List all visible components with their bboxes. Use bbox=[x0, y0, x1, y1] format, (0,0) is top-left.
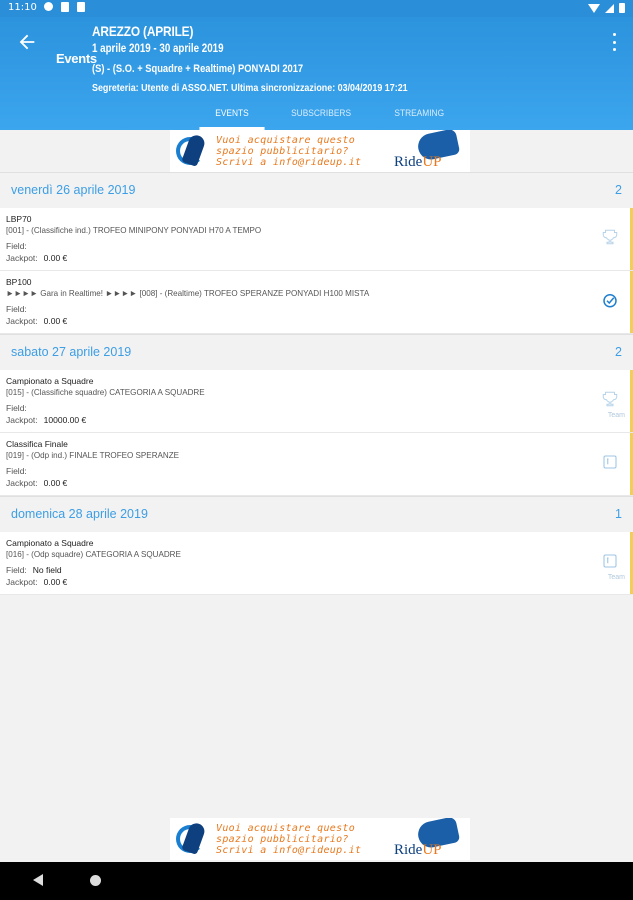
day-count: 1 bbox=[615, 507, 622, 521]
event-row[interactable] bbox=[0, 208, 633, 271]
system-nav-bar bbox=[0, 862, 633, 900]
event-name: [016] - (Odp squadre) CATEGORIA A SQUADRE bbox=[6, 549, 181, 559]
day-label: domenica 28 aprile 2019 bbox=[11, 507, 148, 521]
notification-icons bbox=[44, 2, 85, 12]
tab-subscribers[interactable]: SUBSCRIBERS bbox=[291, 108, 352, 119]
event-field: Field: bbox=[6, 466, 27, 476]
event-row[interactable] bbox=[0, 370, 633, 433]
ad-text bbox=[212, 135, 390, 168]
brand-part-a: Ride bbox=[394, 842, 423, 858]
tab-bar bbox=[195, 105, 466, 130]
event-row[interactable] bbox=[0, 271, 633, 334]
nav-home-icon[interactable] bbox=[90, 875, 101, 886]
ad-line-2: spazio pubblicitario? bbox=[216, 833, 349, 845]
rideup-logo-icon bbox=[172, 819, 212, 859]
event-name: ►►►► Gara in Realtime! ►►►► [008] - (Realtime) TROFEO SPERANZE PONYADI H100 MISTA bbox=[6, 288, 370, 298]
event-code: Campionato a Squadre bbox=[6, 538, 94, 548]
event-jackpot: Jackpot: 10000.00 € bbox=[6, 415, 87, 425]
trophy-icon[interactable] bbox=[601, 228, 619, 246]
event-title: AREZZO (APRILE) bbox=[92, 23, 194, 39]
ad-line-3: Scrivi a info@rideup.it bbox=[216, 156, 362, 168]
event-field: Field: bbox=[6, 403, 27, 413]
list-icon[interactable] bbox=[601, 552, 619, 570]
ad-line-1: Vuoi acquistare questo bbox=[216, 822, 356, 834]
shield-icon bbox=[61, 2, 69, 12]
day-label: sabato 27 aprile 2019 bbox=[11, 345, 132, 359]
event-jackpot: Jackpot: 0.00 € bbox=[6, 253, 68, 263]
event-jackpot: Jackpot: 0.00 € bbox=[6, 316, 68, 326]
events-list bbox=[0, 172, 633, 595]
ad-line-3: Scrivi a info@rideup.it bbox=[216, 844, 362, 856]
brand-part-b: UP bbox=[422, 154, 442, 170]
day-header bbox=[0, 496, 633, 532]
ad-banner-bottom[interactable] bbox=[170, 818, 470, 860]
team-label: Team bbox=[607, 574, 625, 581]
status-bar bbox=[0, 0, 633, 17]
event-jackpot: Jackpot: 0.00 € bbox=[6, 478, 68, 488]
event-code: Classifica Finale bbox=[6, 439, 68, 449]
event-dates: 1 aprile 2019 - 30 aprile 2019 bbox=[92, 43, 224, 55]
system-icons bbox=[588, 3, 625, 13]
gear-icon bbox=[44, 2, 53, 11]
event-jackpot: Jackpot: 0.00 € bbox=[6, 577, 68, 587]
ad-line-2: spazio pubblicitario? bbox=[216, 145, 349, 157]
event-code: BP100 bbox=[6, 277, 32, 287]
event-field: Field: bbox=[6, 304, 27, 314]
nav-back-icon[interactable] bbox=[33, 874, 43, 886]
rideup-logo-icon bbox=[172, 131, 212, 171]
overflow-menu-icon[interactable] bbox=[611, 33, 617, 51]
ad-line-1: Vuoi acquistare questo bbox=[216, 134, 356, 146]
status-time: 11:10 bbox=[8, 2, 37, 13]
brand-part-a: Ride bbox=[394, 154, 423, 170]
tab-streaming[interactable]: STREAMING bbox=[394, 108, 445, 119]
trophy-icon[interactable] bbox=[601, 390, 619, 408]
battery-icon bbox=[619, 3, 625, 13]
app-bar bbox=[0, 17, 633, 130]
event-code: LBP70 bbox=[6, 214, 32, 224]
day-header bbox=[0, 334, 633, 370]
event-field: Field: bbox=[6, 241, 27, 251]
tab-events[interactable]: EVENTS bbox=[199, 105, 264, 130]
event-code: Campionato a Squadre bbox=[6, 376, 94, 386]
rideup-brand bbox=[390, 130, 470, 172]
brand-part-b: UP bbox=[422, 842, 442, 858]
ad-text bbox=[212, 823, 390, 856]
back-arrow-icon[interactable] bbox=[16, 31, 38, 53]
ad-banner-top[interactable] bbox=[170, 130, 470, 172]
screen-title: Events bbox=[56, 51, 97, 66]
list-icon[interactable] bbox=[601, 453, 619, 471]
event-name: [019] - (Odp ind.) FINALE TROFEO SPERANZE bbox=[6, 450, 180, 460]
sd-card-icon bbox=[77, 2, 85, 12]
event-type: (S) - (S.O. + Squadre + Realtime) PONYADI 2017 bbox=[92, 63, 304, 75]
event-field: Field: No field bbox=[6, 565, 62, 575]
event-name: [001] - (Classifiche ind.) TROFEO MINIPONY PONYADI H70 A TEMPO bbox=[6, 225, 262, 235]
day-header bbox=[0, 172, 633, 208]
day-count: 2 bbox=[615, 345, 622, 359]
rideup-brand bbox=[390, 818, 470, 860]
day-label: venerdì 26 aprile 2019 bbox=[11, 183, 136, 197]
realtime-check-icon[interactable] bbox=[601, 291, 619, 309]
wifi-icon bbox=[588, 4, 600, 13]
team-label: Team bbox=[607, 412, 625, 419]
secretariat-sync-info: Segreteria: Utente di ASSO.NET. Ultima sincronizzazione: 03/04/2019 17:21 bbox=[92, 82, 408, 94]
signal-icon bbox=[605, 4, 614, 13]
event-row[interactable] bbox=[0, 532, 633, 595]
event-row[interactable] bbox=[0, 433, 633, 496]
day-count: 2 bbox=[615, 183, 622, 197]
event-name: [015] - (Classifiche squadre) CATEGORIA A SQUADRE bbox=[6, 387, 205, 397]
